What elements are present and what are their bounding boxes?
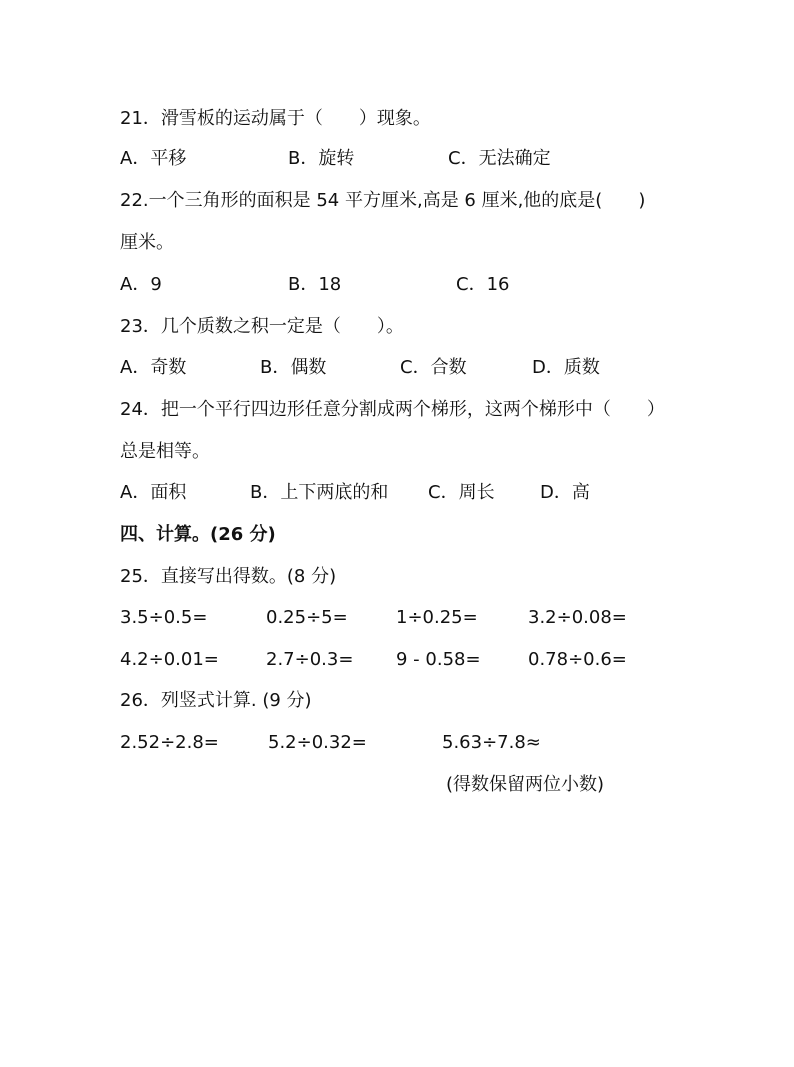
q25-item-5: 4.2÷0.01= [120, 649, 219, 670]
q24-option-d: D．高 [540, 482, 590, 503]
q23-option-d: D．质数 [532, 357, 600, 378]
q21-option-a: A．平移 [120, 148, 187, 169]
q25-stem: 25．直接写出得数。(8 分) [120, 566, 337, 587]
q26-stem: 26．列竖式计算. (9 分) [120, 690, 312, 711]
q23-option-b: B．偶数 [260, 357, 327, 378]
q24-stem-line2: 总是相等。 [120, 441, 210, 462]
q25-item-4: 3.2÷0.08= [528, 607, 627, 628]
q25-item-2: 0.25÷5= [266, 607, 348, 628]
q26-item-2: 5.2÷0.32= [268, 732, 367, 753]
section-heading: 四、计算。(26 分) [120, 524, 276, 545]
q25-item-3: 1÷0.25= [396, 607, 478, 628]
q24-option-a: A．面积 [120, 482, 187, 503]
q25-item-8: 0.78÷0.6= [528, 649, 627, 670]
q22-option-c: C．16 [456, 274, 510, 295]
q22-stem-line2: 厘米。 [120, 232, 174, 253]
q25-item-1: 3.5÷0.5= [120, 607, 208, 628]
q26-item-3: 5.63÷7.8≈ [442, 732, 541, 753]
q24-option-b: B．上下两底的和 [250, 482, 389, 503]
q25-item-6: 2.7÷0.3= [266, 649, 354, 670]
q24-option-c: C．周长 [428, 482, 495, 503]
q24-stem-line1: 24．把一个平行四边形任意分割成两个梯形，这两个梯形中（ ） [120, 399, 665, 420]
q26-item-1: 2.52÷2.8= [120, 732, 219, 753]
q22-stem-line1: 22.一个三角形的面积是 54 平方厘米,高是 6 厘米,他的底是( ) [120, 190, 646, 211]
q21-stem: 21．滑雪板的运动属于（ ）现象。 [120, 108, 431, 129]
q22-option-b: B．18 [288, 274, 342, 295]
q23-option-c: C．合数 [400, 357, 467, 378]
q25-item-7: 9 - 0.58= [396, 649, 481, 670]
q23-stem: 23．几个质数之积一定是（ ）。 [120, 316, 404, 337]
q21-option-b: B．旋转 [288, 148, 355, 169]
q21-option-c: C．无法确定 [448, 148, 551, 169]
q23-option-a: A．奇数 [120, 357, 187, 378]
q26-note: (得数保留两位小数) [446, 774, 605, 795]
q22-option-a: A．9 [120, 274, 162, 295]
